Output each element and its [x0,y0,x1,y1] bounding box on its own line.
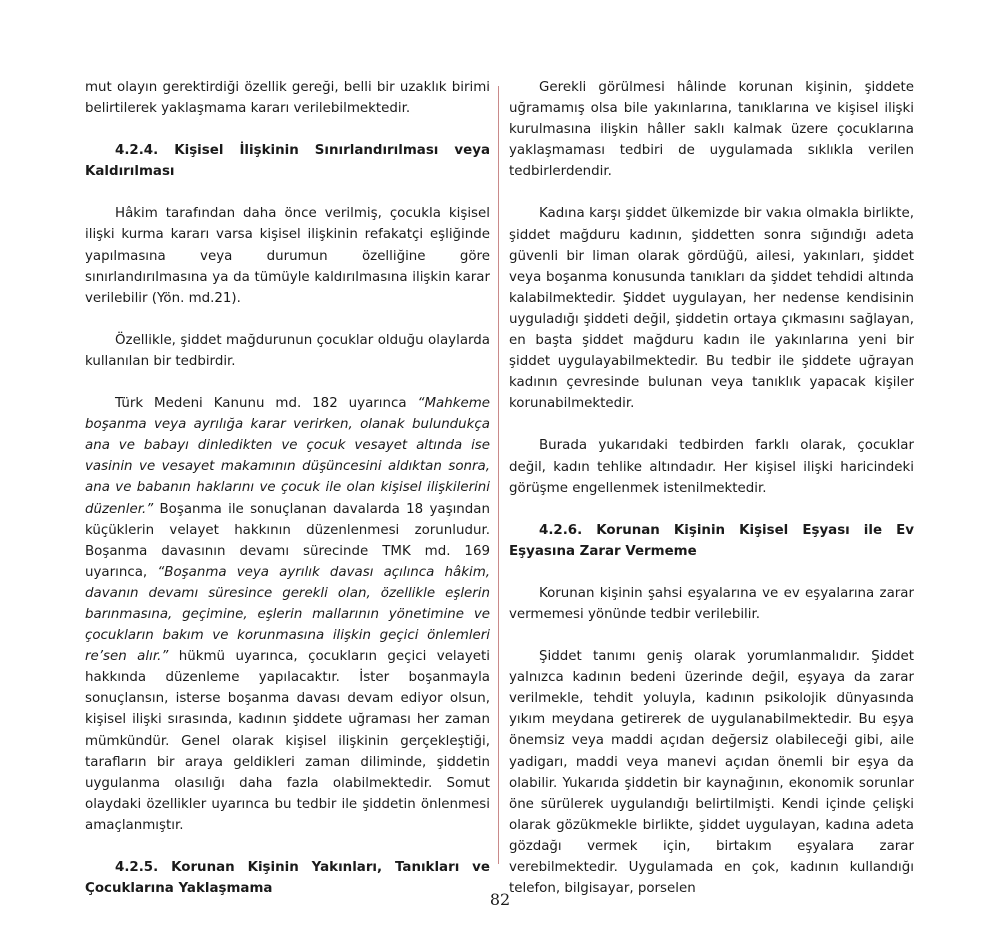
paragraph-tmk [85,393,490,836]
section-heading-4-2-5: 4.2.5. Korunan Kişinin Yakınları, Tanıkları ve Çocuklarına Yaklaşmama [85,860,490,897]
quote-tmk-169: “Boşanma veya ayrılık davası açılınca hâkim, davanın devamı süresince gerekli olan, özellikle eşlerin barınmasına, geçimine, eşlerin mallarının yönetimine ve çocukların bakım ve korunmasına ilişkin geçici önlemleri re’sen alır.” [85,564,490,665]
paragraph-text: Türk Medeni Kanunu md. 182 uyarınca [115,396,418,412]
paragraph: Korunan kişinin şahsi eşyalarına ve ev eşyalarına zarar vermemesi yönünde tedbir verilebilir. [509,585,914,622]
right-column [509,77,914,920]
page-number: 82 [489,890,511,909]
paragraph: Özellikle, şiddet mağdurunun çocuklar olduğu olaylarda kullanılan bir tedbirdir. [85,332,490,369]
paragraph: Burada yukarıdaki tedbirden farklı olarak, çocuklar değil, kadın tehlike altındadır. Her kişisel ilişki haricindeki görüşme engellenmek istenilmektedir. [509,438,914,496]
paragraph: Şiddet tanımı geniş olarak yorumlanmalıdır. Şiddet yalnızca kadının bedeni üzerinde değil, eşyaya da zarar verilmekle, tehdit yoluyla, kadının psikolojik dünyasında yıkım meydana getirerek de uygulanabilmektedir. Bu eşya önemsiz veya maddi açıdan değersiz olabileceği gibi, aile yadigarı, maddi veya manevi açıdan önemli bir eşya da olabilir. Yukarıda şiddetin bir kaynağının, ekonomik sorunlar öne sürülerek uygulandığı belirtilmişti. Kendi içinde çelişki olarak gözükmekle birlikte, şiddet uygulayan, kadına adeta gözdağı vermek için, birtakım eşyalara zarar verebilmektedir. Uygulamada en çok, kadının kullandığı telefon, bilgisayar, porselen [509,649,914,897]
section-heading-4-2-6: 4.2.6. Korunan Kişinin Kişisel Eşyası ile Ev Eşyasına Zarar Vermeme [509,522,914,559]
paragraph: Gerekli görülmesi hâlinde korunan kişinin, şiddete uğramamış olsa bile yakınlarına, tanıklarına ve kişisel ilişki kurulmasına ilişkin hâller saklı kalmak üzere çocuklarına yaklaşmaması tedbiri de uygulamada sıklıkla verilen tedbirlerdendir. [509,80,914,180]
column-divider [498,86,499,864]
quote-tmk-182: “Mahkeme boşanma veya ayrılığa karar verirken, olanak bulundukça ana ve babayı dinledikten ve çocuk vesayet altında ise vasinin ve vesayet makamının düşüncesini aldıktan sonra, ana ve babanın haklarını ve çocuk ile olan kişisel ilişkilerini düzenler.” [85,396,490,517]
paragraph-text: hükmü uyarınca, çocukların geçici velayeti hakkında düzenleme yapılacaktır. İster boşanmayla sonuçlansın, isterse boşanma davası devam ediyor olsun, kişisel ilişki sırasında, kadının şiddete uğraması her zaman mümkündür. Genel olarak kişisel ilişkinin gerçekleştiği, tarafların bir araya geldikleri zaman diliminde, şiddetin uygulanma olasılığı daha fazla olabilmektedir. Somut olaydaki özellikler uyarınca bu tedbir ile şiddetin önlenmesi amaçlanmıştır. [85,649,490,833]
paragraph: Kadına karşı şiddet ülkemizde bir vakıa olmakla birlikte, şiddet mağduru kadının, şiddetten sonra sığındığı adeta güvenli bir liman olarak gördüğü, ailesi, yakınları, şiddet veya boşanma konusunda tanıkları da şiddet tehdidi altında kalabilmektedir. Şiddet uygulayan, her nedense kendisinin uyguladığı şiddeti değil, şiddetin ortaya çıkmasını sağlayan, en başta şiddet mağduru kadın ile yakınlarına yeni bir şiddet uygulayabilmektedir. Bu tedbir ile şiddete uğrayan kadının çevresinde bulunan veya tanıklık yapacak kişiler korunabilmektedir. [509,206,914,412]
paragraph-text: Boşanma ile sonuçlanan davalarda 18 yaşından küçüklerin velayet hakkının düzenlenmesi zorunludur. Boşanma davasının devamı sürecinde TMK md. 169 uyarınca, [85,501,490,580]
paragraph-continuation: mut olayın gerektirdiği özellik gereği, belli bir uzaklık birimi belirtilerek yaklaşmama kararı verilebilmektedir. [85,80,490,117]
section-heading-4-2-4: 4.2.4. Kişisel İlişkinin Sınırlandırılması veya Kaldırılması [85,143,490,180]
left-column [85,77,490,899]
paragraph: Hâkim tarafından daha önce verilmiş, çocukla kişisel ilişki kurma kararı varsa kişisel ilişkinin refakatçi eşliğinde yapılmasına veya durumun özelliğine göre sınırlandırılmasına ya da tümüyle kaldırılmasına ilişkin karar verilebilir (Yön. md.21). [85,206,490,306]
